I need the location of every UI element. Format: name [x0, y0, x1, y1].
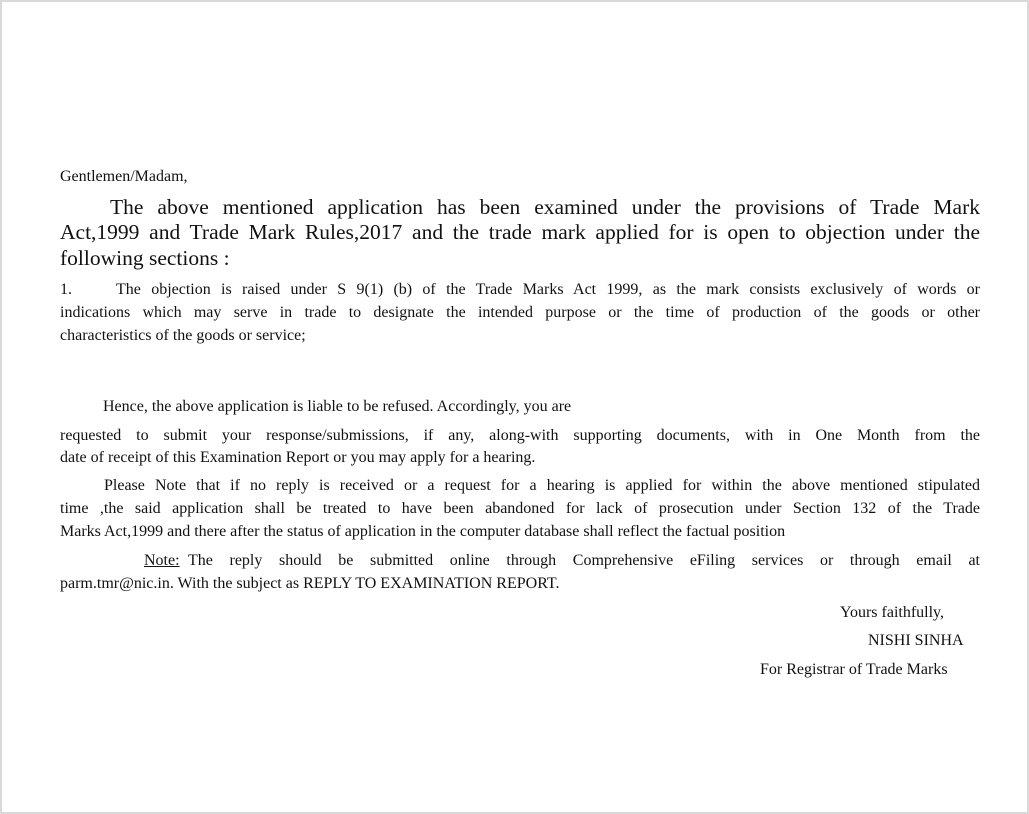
intro-line-2: Act,1999 and Trade Mark Rules,2017 and the trade mark applied for is open to objection under the: [60, 220, 980, 244]
please-note-line-3: Marks Act,1999 and there after the status of application in the computer database shall reflect the factual position: [60, 523, 786, 540]
objection-line-3: characteristics of the goods or service;: [60, 327, 306, 344]
signatory-name: NISHI SINHA: [868, 632, 964, 649]
note-line-1: The reply should be submitted online through Comprehensive eFiling services or through email at: [188, 552, 980, 569]
intro-line-3: following sections :: [60, 246, 230, 270]
closing: Yours faithfully,: [840, 604, 945, 621]
objection-number: 1.: [60, 281, 72, 298]
objection-line-2: indications which may serve in trade to designate the intended purpose or the time of production of the goods or other: [60, 304, 980, 321]
note-line-2: parm.tmr@nic.in. With the subject as REPLY TO EXAMINATION REPORT.: [60, 575, 560, 592]
please-note-line-2: time ,the said application shall be treated to have been abandoned for lack of prosecution under Section 132 of the Trade: [60, 500, 980, 517]
intro-line-1: The above mentioned application has been examined under the provisions of Trade Mark: [110, 195, 980, 219]
objection-line-1: The objection is raised under S 9(1) (b) of the Trade Marks Act 1999, as the mark consists exclusively of words or: [116, 281, 980, 298]
salutation: Gentlemen/Madam,: [60, 168, 188, 185]
note-label: Note:: [144, 552, 180, 569]
please-note-line-1: Please Note that if no reply is received or a request for a hearing is applied for within the above mentioned stipulated: [104, 477, 980, 494]
signatory-designation: For Registrar of Trade Marks: [760, 661, 948, 678]
hence-line-3: date of receipt of this Examination Report or you may apply for a hearing.: [60, 449, 536, 466]
hence-line-2: requested to submit your response/submissions, if any, along-with supporting documents, with in One Month from the: [60, 427, 980, 444]
hence-line-1: Hence, the above application is liable to be refused. Accordingly, you are: [103, 398, 572, 415]
